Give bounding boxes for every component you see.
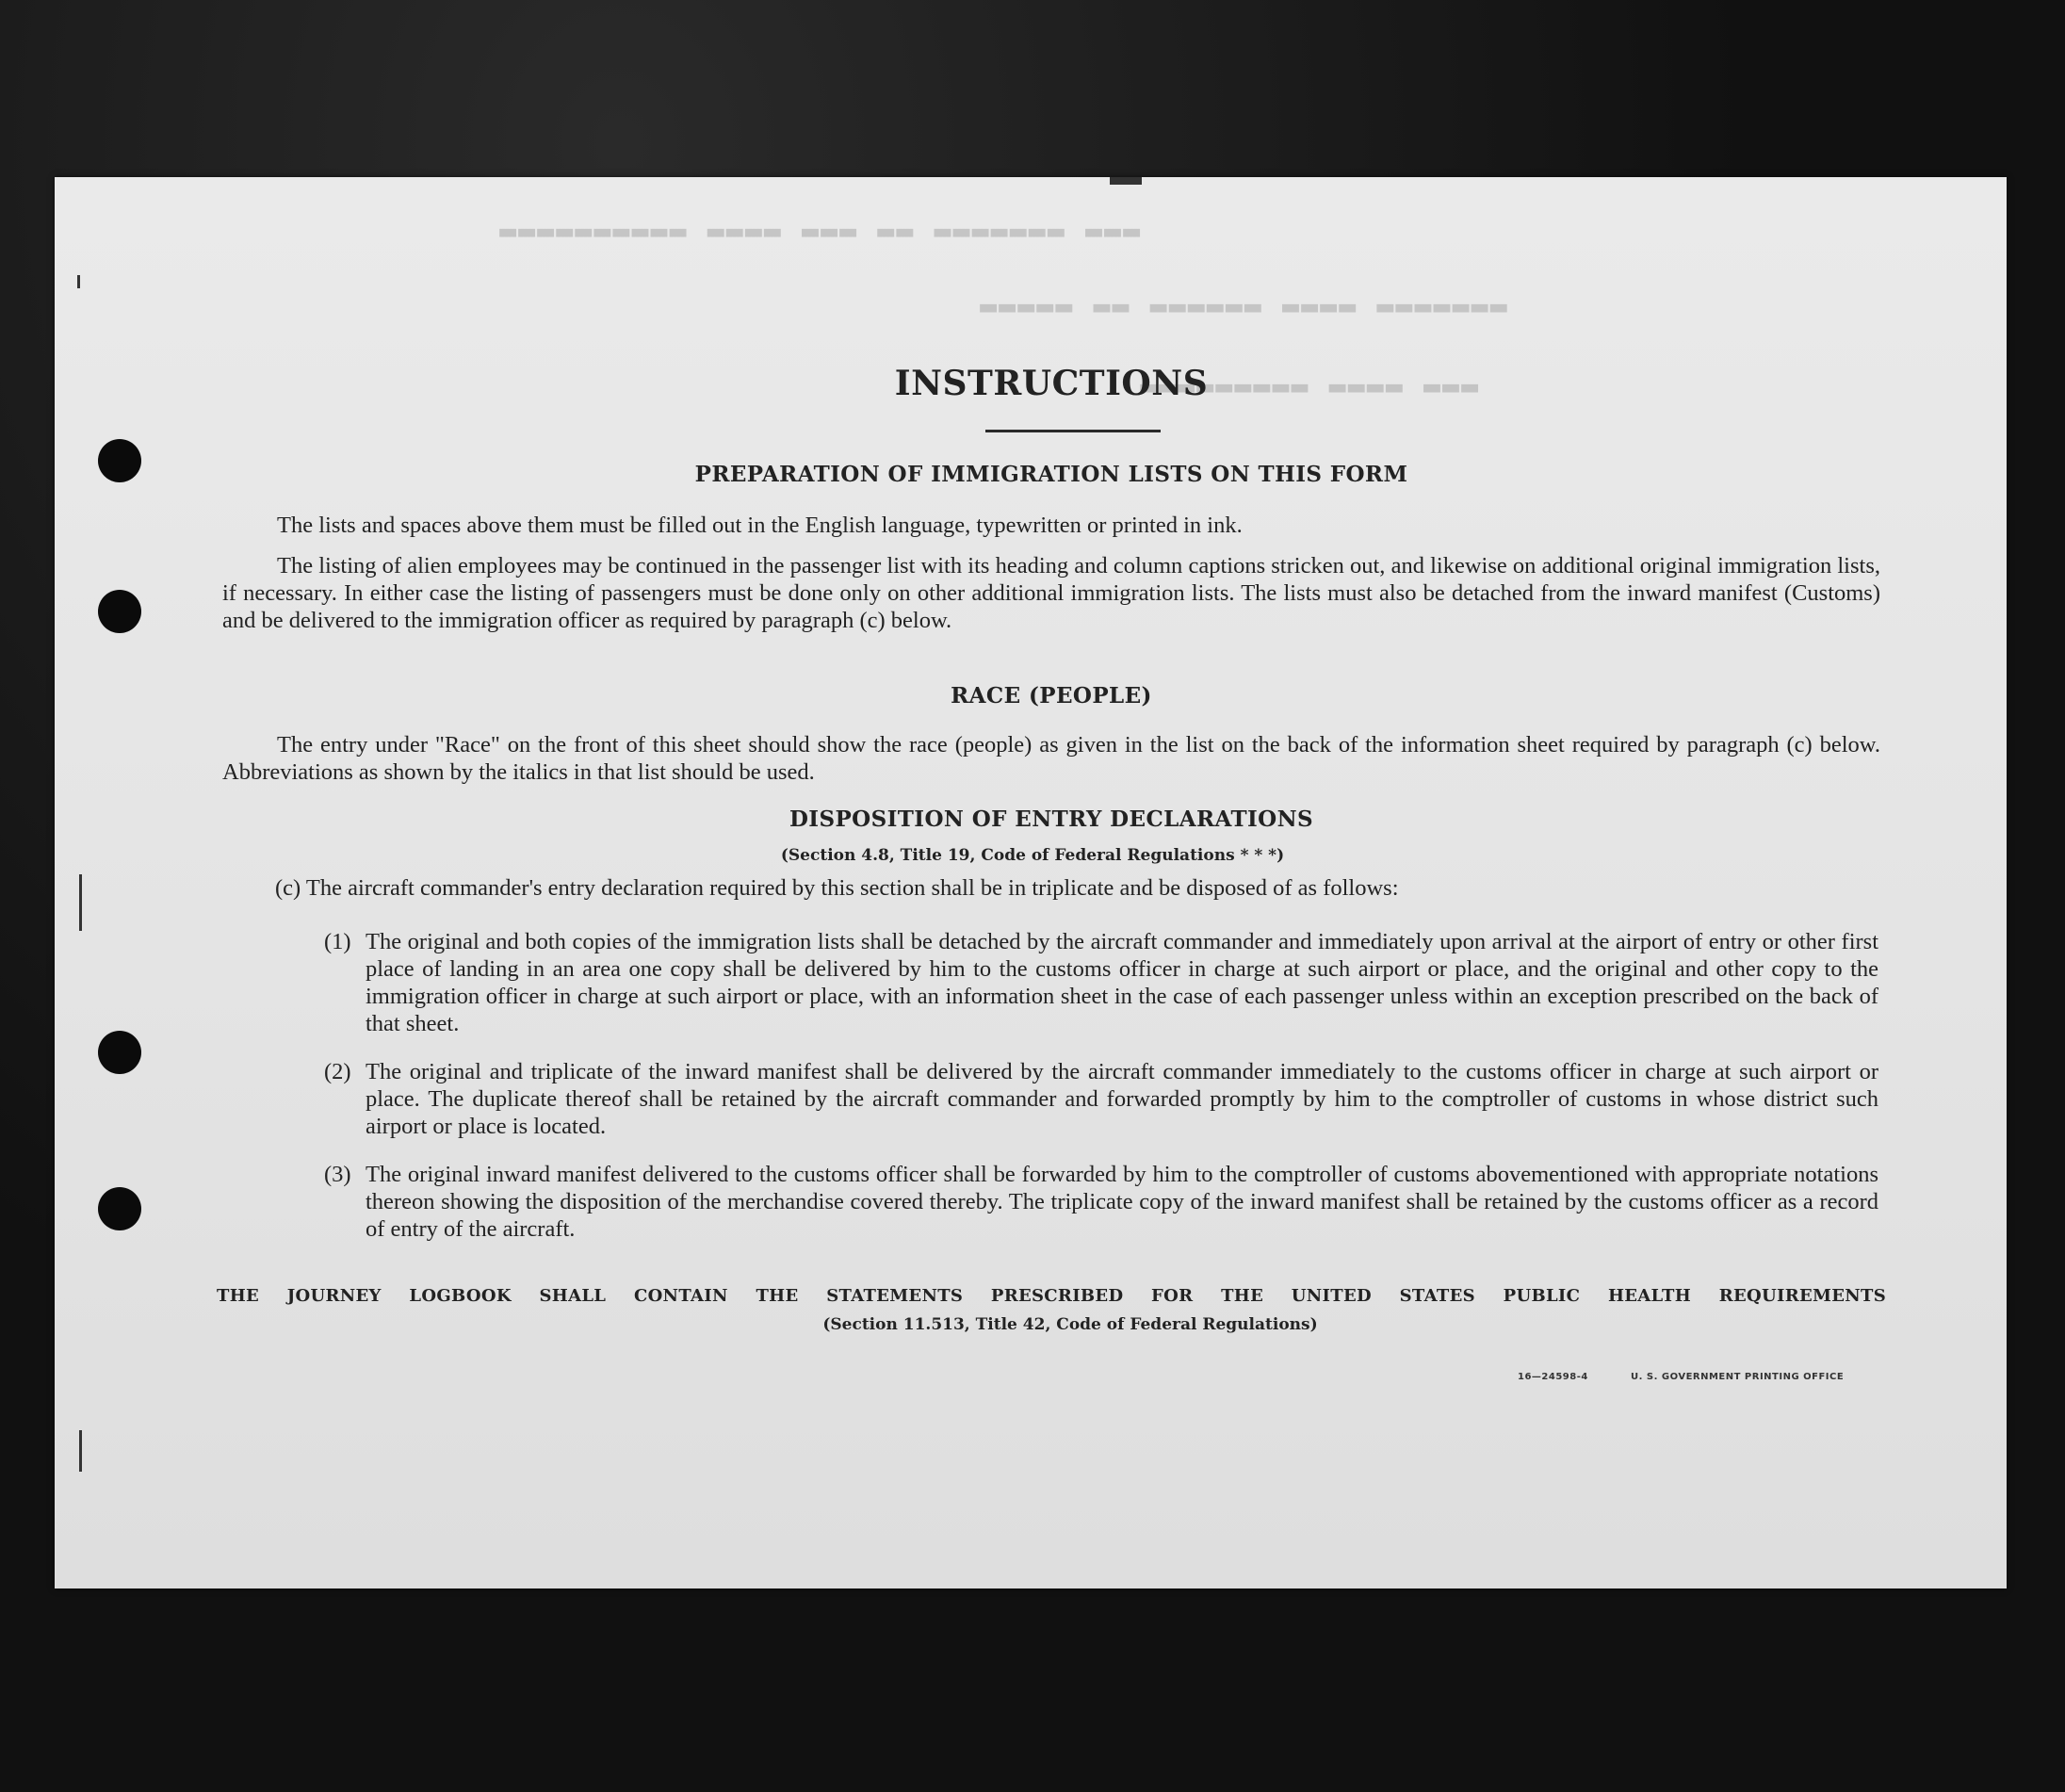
show-through-texture: ▬▬▬ ▬▬▬▬▬▬▬ ▬▬ ▬▬▬ ▬▬▬▬ ▬▬▬▬▬▬▬▬▬▬: [497, 215, 1141, 248]
disposition-citation: (Section 4.8, Title 19, Code of Federal Regulations * * *): [780, 846, 1285, 865]
disposition-item-2: [324, 1058, 1878, 1140]
preparation-paragraph-1: The lists and spaces above them must be filled out in the English language, typewritten or printed in ink.: [277, 513, 1243, 538]
preparation-paragraph-2: The listing of alien employees may be continued in the passenger list with its heading and column captions stricken out, and likewise on additional original immigration lists, if necessary. In either case the listing of passengers must be done only on other additional immigration lists. The lists must also be detached from the inward manifest (Customs) and be delivered to the immigration officer as required by paragraph (c) below.: [222, 553, 1880, 633]
item-number: (2): [324, 1059, 351, 1084]
instructions-title: INSTRUCTIONS: [894, 364, 1209, 403]
disposition-item-1: [324, 928, 1878, 1037]
disposition-item-3: [324, 1161, 1878, 1243]
disposition-intro-text: The aircraft commander's entry declaration required by this section shall be in triplicate and be disposed of as follows:: [305, 875, 1399, 901]
disposition-heading: DISPOSITION OF ENTRY DECLARATIONS: [789, 806, 1314, 832]
punch-hole: [98, 439, 141, 482]
edge-mark: [77, 275, 80, 288]
disposition-intro: [275, 874, 1880, 902]
journey-logbook-statement: THE JOURNEY LOGBOOK SHALL CONTAIN THE STATEMENTS PRESCRIBED FOR THE UNITED STATES PUBLIC HEALTH REQUIREMENTS: [217, 1286, 1886, 1306]
preparation-heading: PREPARATION OF IMMIGRATION LISTS ON THIS FORM: [694, 462, 1408, 487]
edge-mark: [79, 874, 82, 931]
edge-mark: [79, 1430, 82, 1472]
document-page: [55, 177, 2007, 1588]
form-code: 16—24598-4: [1518, 1372, 1588, 1382]
punch-hole: [98, 590, 141, 633]
edge-mark: [1110, 177, 1142, 185]
race-paragraph: The entry under "Race" on the front of this sheet should show the race (people) as given in the list on the back of the information sheet required by paragraph (c) below. Abbreviations as shown by the italics in that list should be used.: [222, 732, 1880, 785]
item-number: (1): [324, 929, 351, 954]
journey-citation: (Section 11.513, Title 42, Code of Federal Regulations): [822, 1315, 1318, 1334]
disposition-intro-label: (c): [275, 875, 301, 901]
item-text: The original inward manifest delivered to the customs officer shall be forwarded by him to the comptroller of customs abovementioned with appropriate notations thereon showing the disposition of the merchandise covered thereby. The triplicate copy of the inward manifest shall be retained by the customs officer as a record of entry of the aircraft.: [366, 1162, 1878, 1242]
show-through-texture: ▬▬▬▬▬▬▬ ▬▬▬▬ ▬▬▬▬▬▬ ▬▬ ▬▬▬▬▬: [978, 290, 1507, 323]
item-text: The original and both copies of the immigration lists shall be detached by the aircraft commander and immediately upon arrival at the airport of entry or other first place of landing in an area one copy shall be delivered by him to the customs officer in charge at such airport or place, and the original and other copy to the immigration officer in charge at such airport or place, with an information sheet in the case of each passenger unless within an exception prescribed on the back of that sheet.: [366, 929, 1878, 1036]
show-through-texture: ▬▬▬ ▬▬▬▬ ▬▬▬▬▬▬▬▬▬: [1138, 370, 1479, 403]
title-underline: [985, 430, 1161, 432]
punch-hole: [98, 1031, 141, 1074]
punch-hole: [98, 1187, 141, 1230]
item-number: (3): [324, 1162, 351, 1187]
printer-imprint: U. S. GOVERNMENT PRINTING OFFICE: [1631, 1372, 1845, 1382]
race-heading: RACE (PEOPLE): [951, 683, 1152, 709]
item-text: The original and triplicate of the inward manifest shall be delivered by the aircraft commander immediately to the customs officer in charge at such airport or place. The duplicate thereof shall be retained by the aircraft commander and forwarded promptly by him to the comptroller of customs in whose district such airport or place is located.: [366, 1059, 1878, 1139]
